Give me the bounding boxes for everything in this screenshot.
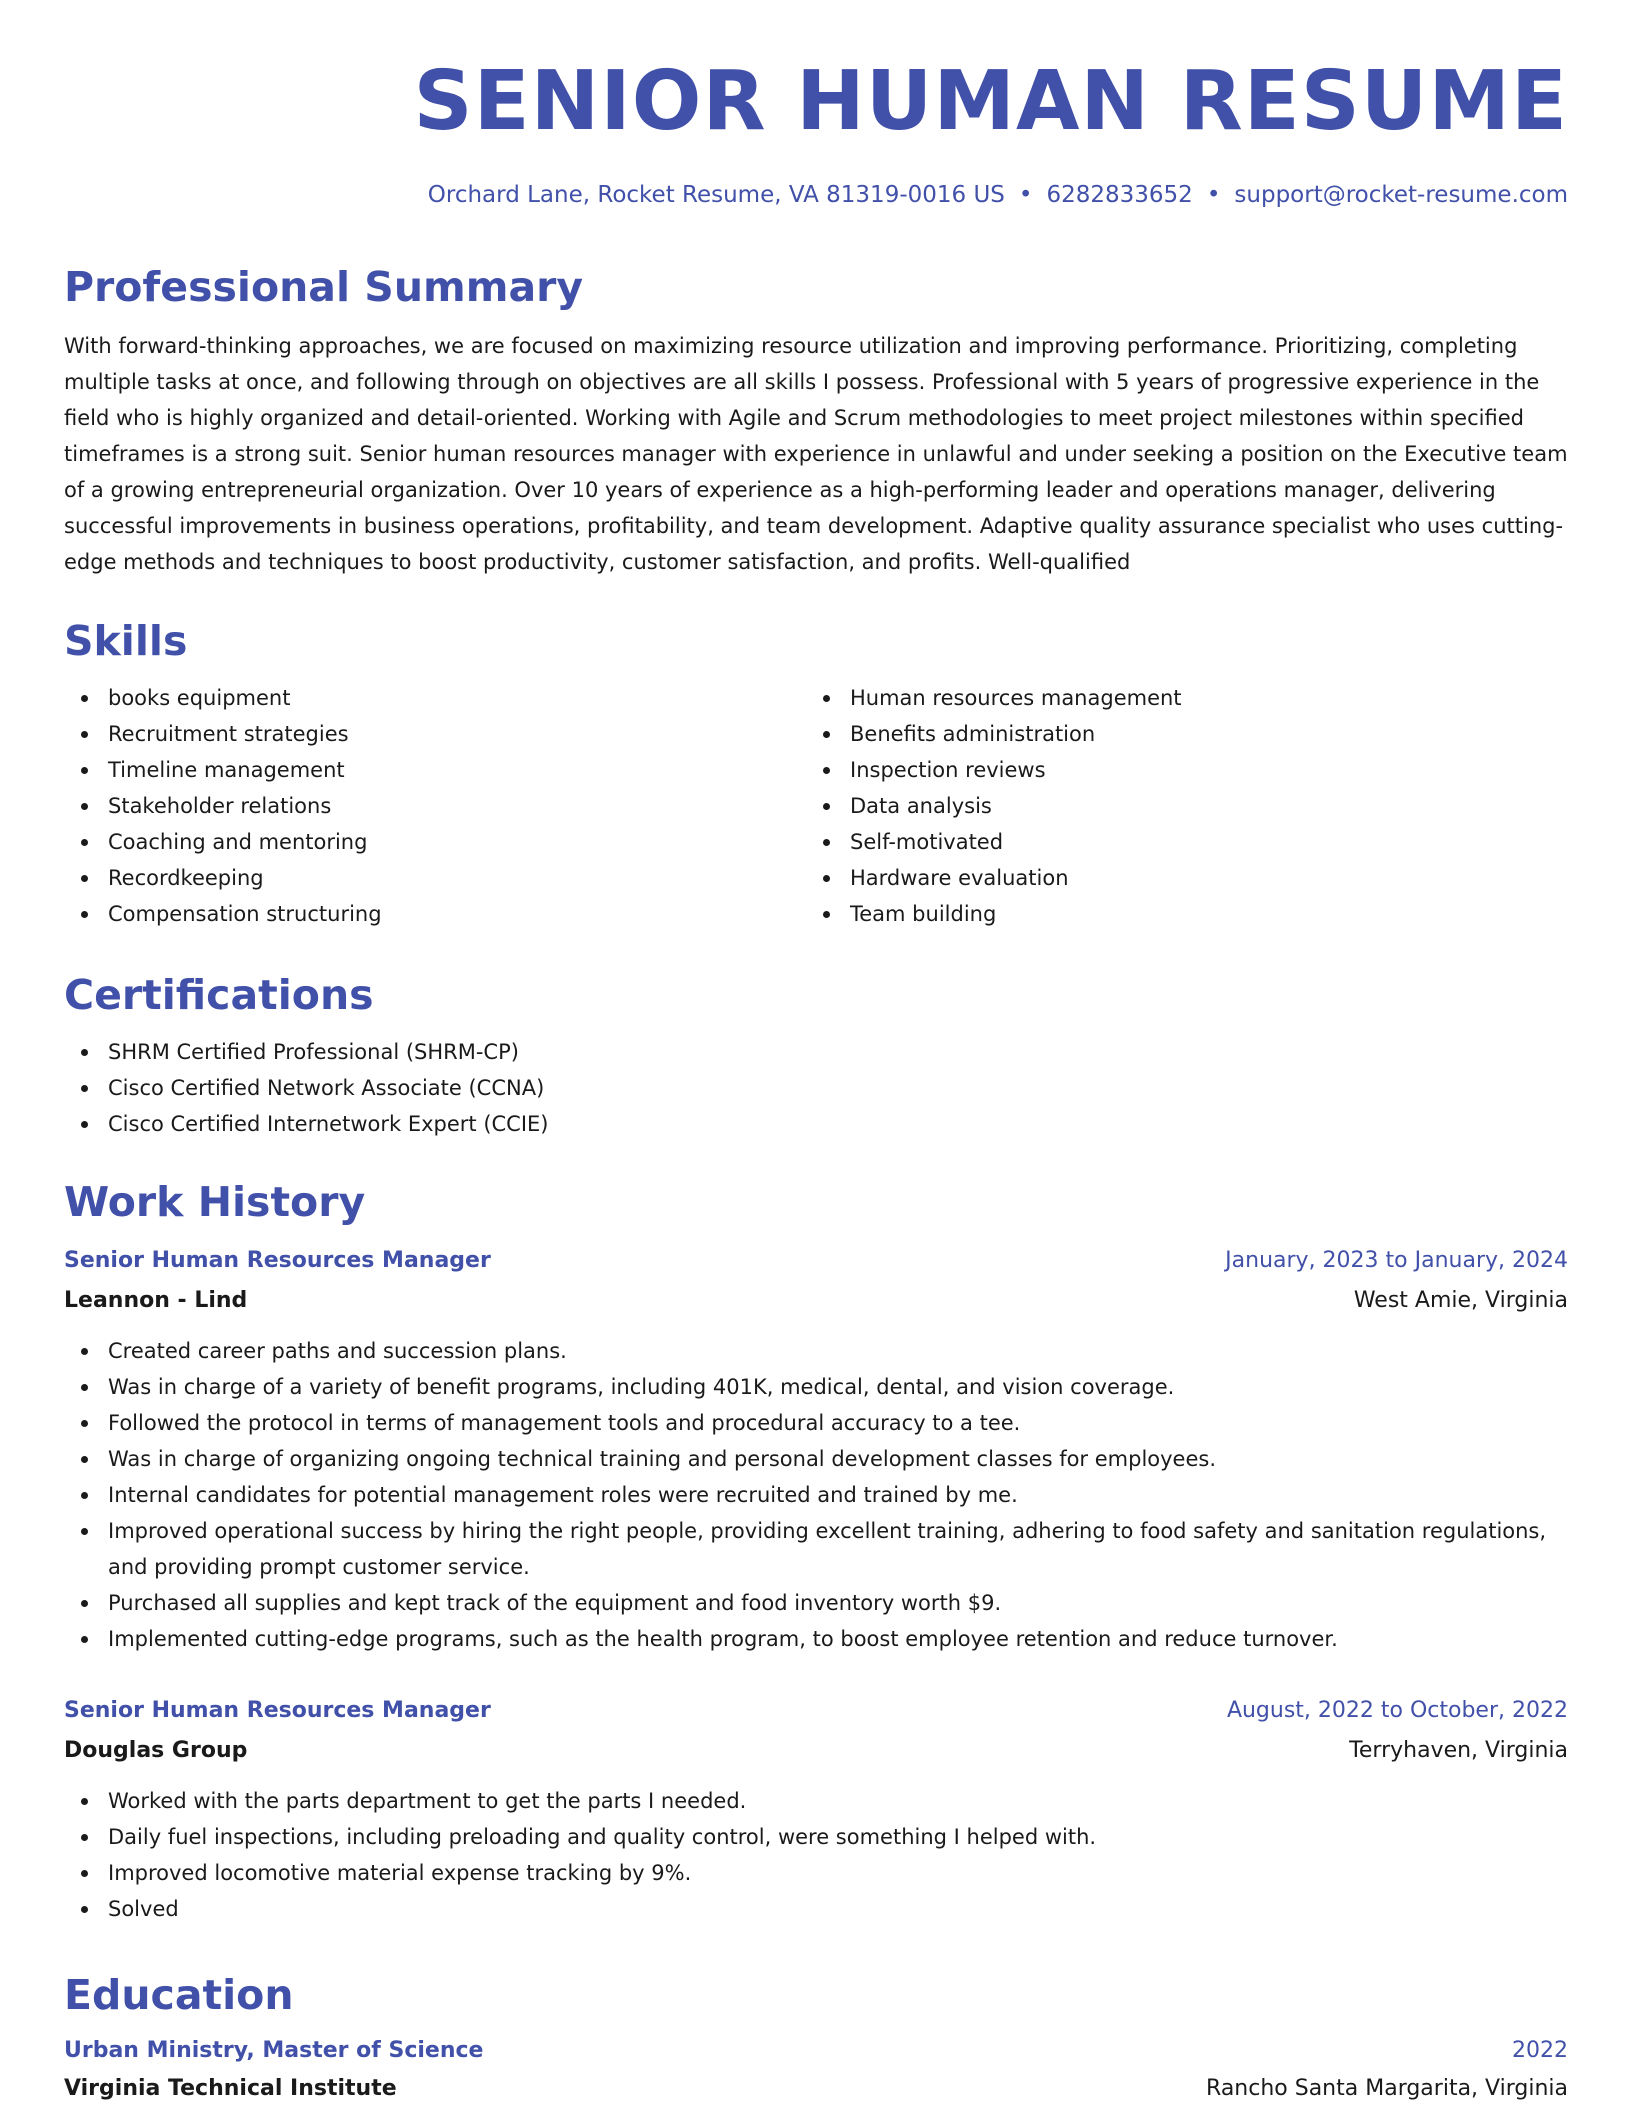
candidate-name: SENIOR HUMAN RESUME	[413, 54, 1568, 149]
skill-item: Timeline management	[64, 752, 806, 788]
skill-item: Compensation structuring	[64, 896, 806, 932]
section-title-certifications: Certifications	[64, 971, 374, 1019]
school-name: Virginia Technical Institute	[64, 2076, 397, 2101]
job-dates: August, 2022 to October, 2022	[1226, 1698, 1568, 1723]
resume-header	[64, 0, 1568, 212]
certifications-section	[64, 970, 1568, 1142]
skill-item: Team building	[806, 896, 1548, 932]
certification-item: Cisco Certified Network Associate (CCNA)	[64, 1070, 1568, 1106]
job-title-row	[64, 1241, 1568, 1281]
skill-item: Inspection reviews	[806, 752, 1548, 788]
job-bullet: Was in charge of organizing ongoing technical training and personal development classes for employees.	[64, 1441, 1568, 1477]
job-bullet: Improved locomotive material expense tracking by 9%.	[64, 1855, 1568, 1891]
school-location: Rancho Santa Margarita, Virginia	[1206, 2076, 1568, 2101]
job-bullet: Improved operational success by hiring the right people, providing excellent training, adhering to food safety and sanitation regulations, and providing prompt customer service.	[64, 1513, 1568, 1585]
skill-item: Stakeholder relations	[64, 788, 806, 824]
job-entry	[64, 1241, 1568, 1657]
contact-separator: •	[1206, 182, 1221, 208]
company-name: Douglas Group	[64, 1738, 248, 1763]
job-bullet: Was in charge of a variety of benefit programs, including 401K, medical, dental, and vision coverage.	[64, 1369, 1568, 1405]
skill-item: Data analysis	[806, 788, 1548, 824]
job-bullets	[64, 1333, 1568, 1657]
job-bullet: Created career paths and succession plans.	[64, 1333, 1568, 1369]
graduation-year: 2022	[1512, 2038, 1568, 2063]
skill-item: Hardware evaluation	[806, 860, 1548, 896]
skill-item: Self-motivated	[806, 824, 1548, 860]
skills-columns	[64, 680, 1568, 932]
job-company-row	[64, 1281, 1568, 1321]
email-text: support@rocket-resume.com	[1234, 182, 1568, 208]
skill-item: books equipment	[64, 680, 806, 716]
contact-separator: •	[1018, 182, 1033, 208]
job-bullet: Daily fuel inspections, including preloading and quality control, were something I helped with.	[64, 1819, 1568, 1855]
summary-section	[64, 262, 1568, 580]
job-bullets	[64, 1783, 1568, 1927]
skill-item: Benefits administration	[806, 716, 1548, 752]
section-title-work-history: Work History	[64, 1178, 366, 1226]
job-location: West Amie, Virginia	[1353, 1288, 1568, 1313]
job-title-row	[64, 1691, 1568, 1731]
education-section	[64, 1970, 1568, 2108]
job-bullet: Solved	[64, 1891, 1568, 1927]
resume-page	[64, 0, 1568, 2101]
job-bullet: Purchased all supplies and kept track of the equipment and food inventory worth $9.	[64, 1585, 1568, 1621]
education-entry	[64, 2032, 1568, 2108]
job-location: Terryhaven, Virginia	[1349, 1738, 1568, 1763]
contact-line	[64, 178, 1568, 212]
skill-item: Recordkeeping	[64, 860, 806, 896]
job-dates: January, 2023 to January, 2024	[1225, 1248, 1568, 1273]
address-text: Orchard Lane, Rocket Resume, VA 81319-0016 US	[427, 182, 1005, 208]
skill-item: Coaching and mentoring	[64, 824, 806, 860]
summary-text: With forward-thinking approaches, we are focused on maximizing resource utilization and improving performance. Prioritizing, completing multiple tasks at once, and following through on objectives are all skills I possess. Professional with 5 years of progressive experience in the field who is highly organized and detail-oriented. Working with Agile and Scrum methodologies to meet project milestones within specified timeframes is a strong suit. Senior human resources manager with experience in unlawful and under seeking a position on the Executive team of a growing entrepreneurial organization. Over 10 years of experience as a high-performing leader and operations manager, delivering successful improvements in business operations, profitability, and team development. Adaptive quality assurance specialist who uses cutting-edge methods and techniques to boost productivity, customer satisfaction, and profits. Well-qualified	[64, 334, 1568, 574]
job-bullet: Worked with the parts department to get the parts I needed.	[64, 1783, 1568, 1819]
skills-column-right	[806, 680, 1548, 932]
job-title: Senior Human Resources Manager	[64, 1698, 491, 1723]
section-title-skills: Skills	[64, 617, 188, 665]
work-history-section	[64, 1177, 1568, 1927]
education-degree-row	[64, 2032, 1568, 2070]
skills-column-left	[64, 680, 806, 932]
certifications-list	[64, 1034, 1568, 1142]
phone-text: 6282833652	[1046, 182, 1193, 208]
skill-item: Recruitment strategies	[64, 716, 806, 752]
degree-name: Urban Ministry, Master of Science	[64, 2038, 484, 2063]
job-bullet: Implemented cutting-edge programs, such as the health program, to boost employee retention and reduce turnover.	[64, 1621, 1568, 1657]
skill-item: Human resources management	[806, 680, 1548, 716]
skills-list-right	[806, 680, 1548, 932]
section-title-education: Education	[64, 1971, 294, 2019]
job-title: Senior Human Resources Manager	[64, 1248, 491, 1273]
job-entry	[64, 1691, 1568, 1927]
job-company-row	[64, 1731, 1568, 1771]
certification-item: Cisco Certified Internetwork Expert (CCIE)	[64, 1106, 1568, 1142]
section-title-summary: Professional Summary	[64, 263, 584, 311]
education-school-row	[64, 2070, 1568, 2108]
job-bullet: Internal candidates for potential management roles were recruited and trained by me.	[64, 1477, 1568, 1513]
company-name: Leannon - Lind	[64, 1288, 248, 1313]
skills-list-left	[64, 680, 806, 932]
certification-item: SHRM Certified Professional (SHRM-CP)	[64, 1034, 1568, 1070]
skills-section	[64, 616, 1568, 932]
job-bullet: Followed the protocol in terms of management tools and procedural accuracy to a tee.	[64, 1405, 1568, 1441]
